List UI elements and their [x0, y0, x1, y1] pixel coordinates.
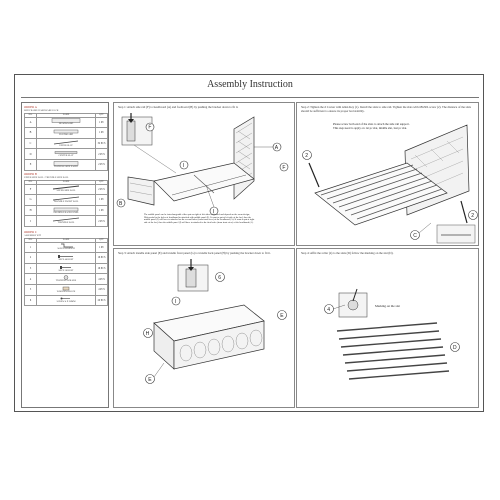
- table-row: [25, 128, 108, 139]
- part-qty: 4 PCS: [96, 284, 108, 295]
- part-name: CENTER SLAT: [58, 155, 74, 158]
- step-3-diagram: [114, 249, 296, 409]
- part-no: 3: [25, 263, 37, 274]
- part-name: TRUNDLE BACK PANEL: [53, 211, 79, 214]
- parts-section-2-subtitle: UPPER SIDE RAIL / TRUNDLE SIDE RAIL: [24, 176, 69, 179]
- table-header: NO.: [25, 114, 37, 118]
- part-no: 1: [25, 242, 37, 253]
- part-qty: 2 PCS: [96, 149, 108, 160]
- part-cell: [37, 195, 96, 206]
- part-no: 4: [25, 274, 37, 285]
- table-row: [25, 216, 108, 227]
- part-cell: [37, 295, 96, 306]
- parts-section-1-title: ORDER A: [24, 105, 37, 109]
- table-header: NAME: [37, 239, 96, 243]
- part-cell: [37, 117, 96, 128]
- part-no: C: [25, 138, 37, 149]
- part-cell: [37, 128, 96, 139]
- title-divider: [21, 97, 479, 98]
- part-qty: 1 PC: [96, 195, 108, 206]
- svg-text:H: H: [145, 330, 150, 337]
- step-4-marking-note: Marking on the slat: [375, 304, 400, 308]
- svg-text:2: 2: [305, 152, 308, 159]
- parts-table-1: [24, 113, 108, 171]
- svg-text:6: 6: [218, 274, 221, 281]
- svg-text:2: 2: [471, 212, 474, 219]
- part-name: M6 X 40 BOLT: [58, 259, 74, 262]
- part-qty: 16 PCS: [96, 263, 108, 274]
- table-row: [25, 242, 108, 253]
- step-1-note: The middle panel can be interchangeable either put on right of left sides of the bed and depend on the room design; Differential to the holes of headboard to attached with middle panel (I). If want to put at left side of the bed, then the middle panel (I) will have to attached on the second holes (from front view) of the headboard (A). If want to put at right side of the bed, then the middle panel (I) will have to attached to the first holes (from front view) of the headboard (A).: [144, 214, 255, 225]
- part-qty: 2 PCS: [96, 184, 108, 195]
- step-4-text: Step 4: Affix the roller (4) to the slats (D) follow the marking on the slat (D).: [301, 251, 394, 255]
- page-title: Assembly Instruction: [207, 79, 293, 90]
- part-name: FOOTBOARD: [58, 134, 74, 137]
- part-cell: [37, 138, 96, 149]
- table-row: [25, 274, 108, 285]
- part-cell: [37, 184, 96, 195]
- part-qty: 1 PC: [96, 242, 108, 253]
- part-cell: [37, 216, 96, 227]
- part-name: TRUNDLE FRONT RAIL: [53, 201, 79, 204]
- part-cell: [37, 159, 96, 170]
- svg-text:I: I: [212, 208, 215, 215]
- step-2-note: Please screw both end of the slats to attach the side rail support. This step need to apply on 1st pc slat, middle slat, last pc slat.: [333, 122, 410, 130]
- step-1-text: Step 1: Attach side rail (F) to headboard (A) and footboard (B) by pushing the bracket down to fit it.: [118, 105, 239, 109]
- part-qty: 1 PC: [96, 205, 108, 216]
- part-qty: 1 PC: [96, 117, 108, 128]
- part-no: 2: [25, 253, 37, 264]
- part-name: TRUNDLE RAIL: [57, 222, 75, 225]
- table-row: [25, 195, 108, 206]
- table-row: [25, 284, 108, 295]
- part-name: UPPER SLAT: [59, 144, 73, 147]
- part-no: B: [25, 128, 37, 139]
- part-name: TRUNDLE ROLLER: [55, 280, 77, 283]
- svg-text:E: E: [280, 312, 284, 319]
- part-name: UPPER SIDE RAIL: [56, 190, 76, 193]
- part-cell: [37, 205, 96, 216]
- part-qty: 16 PCS: [96, 253, 108, 264]
- part-cell: [37, 263, 96, 274]
- svg-text:4: 4: [327, 306, 330, 313]
- part-qty: 2 PCS: [96, 216, 108, 227]
- table-header: NAME: [37, 181, 96, 185]
- svg-text:B: B: [119, 200, 123, 207]
- parts-section-1-subtitle: BED FRAME HARDWARE PACK: [24, 109, 59, 112]
- part-name: TRUNDLE SIDE PANEL: [53, 165, 79, 168]
- parts-section-2-title: ORDER B: [24, 172, 37, 176]
- part-qty: 4 PCS: [96, 274, 108, 285]
- part-name: WOODEN BLOCK: [56, 290, 76, 293]
- part-no: A: [25, 117, 37, 128]
- table-row: [25, 138, 108, 149]
- part-cell: [37, 242, 96, 253]
- table-row: [25, 263, 108, 274]
- part-no: G: [25, 195, 37, 206]
- svg-text:E: E: [148, 376, 152, 383]
- step-4-panel: [296, 248, 479, 408]
- part-name: SCREW 4 X 30MM: [56, 301, 76, 304]
- part-name: ALLEN WRENCH: [56, 248, 75, 251]
- svg-text:F: F: [282, 164, 286, 171]
- table-header: NO.: [25, 181, 37, 185]
- part-no: F: [25, 184, 37, 195]
- parts-section-3-title: ORDER C: [24, 230, 37, 234]
- table-row: [25, 184, 108, 195]
- table-header: QTY: [96, 239, 108, 243]
- part-no: H: [25, 205, 37, 216]
- part-cell: [37, 284, 96, 295]
- svg-text:I: I: [182, 162, 185, 169]
- table-header: QTY: [96, 181, 108, 185]
- table-row: [25, 159, 108, 170]
- table-row: [25, 295, 108, 306]
- table-row: [25, 117, 108, 128]
- part-no: D: [25, 149, 37, 160]
- table-header: QTY: [96, 114, 108, 118]
- step-2-text: Step 2: Tighten the # Corner with Allen Key (1). Install the slats to side rail. Tighten the slats with #8x30L screw (2). The distance of the slats should be sufficient to ensure its proper bed stability.: [301, 105, 471, 113]
- part-cell: [37, 253, 96, 264]
- part-no: I: [25, 216, 37, 227]
- part-name: M6 X 20 BOLT: [58, 269, 74, 272]
- svg-text:C: C: [413, 232, 417, 239]
- step-4-diagram: [297, 249, 480, 409]
- step-1-diagram: [114, 103, 296, 247]
- svg-text:D: D: [453, 344, 457, 351]
- step-2-panel: [296, 102, 479, 246]
- part-no: 5: [25, 284, 37, 295]
- step-3-panel: [113, 248, 295, 408]
- parts-table-3: [24, 238, 108, 306]
- part-qty: 32 PCS: [96, 138, 108, 149]
- table-row: [25, 253, 108, 264]
- part-qty: 1 PC: [96, 128, 108, 139]
- svg-text:I: I: [174, 298, 177, 305]
- table-header: NAME: [37, 114, 96, 118]
- part-no: E: [25, 159, 37, 170]
- step-1-panel: [113, 102, 295, 246]
- table-row: [25, 205, 108, 216]
- svg-text:A: A: [274, 144, 279, 151]
- table-row: [25, 149, 108, 160]
- step-3-text: Step 3: Attach trundle side panel (E) and trundle front panel (G) to trundle back panel (H) by pushing the bracket down to fit it.: [118, 251, 271, 255]
- parts-section-3-subtitle: ASSEMBLY KIT: [24, 234, 42, 237]
- parts-list: [21, 102, 109, 408]
- parts-table-2: [24, 180, 108, 227]
- table-header: NO.: [25, 239, 37, 243]
- part-cell: [37, 149, 96, 160]
- part-qty: 2 PCS: [96, 159, 108, 170]
- part-no: 6: [25, 295, 37, 306]
- part-cell: [37, 274, 96, 285]
- svg-text:F: F: [148, 124, 152, 131]
- part-qty: 20 PCS: [96, 295, 108, 306]
- step-2-diagram: [297, 103, 480, 247]
- part-name: HEADBOARD: [58, 123, 74, 126]
- instruction-sheet: [14, 74, 484, 412]
